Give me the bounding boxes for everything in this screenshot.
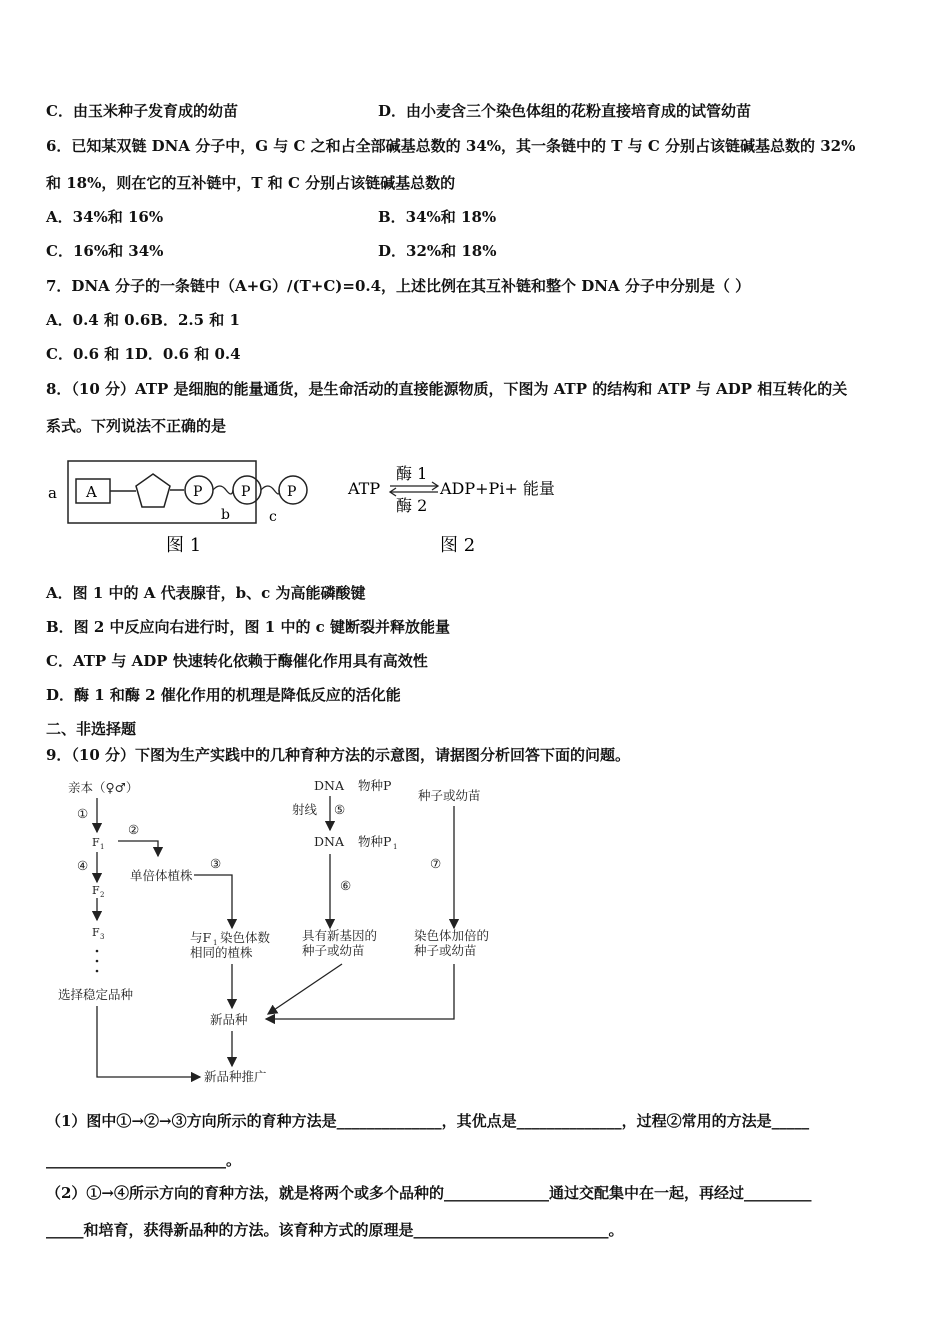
diagram-F1-sub: 1 bbox=[100, 843, 105, 851]
q8-stem-line2: 系式。下列说法不正确的是 bbox=[46, 417, 227, 435]
fig1-label-A: A bbox=[86, 483, 97, 501]
q8-stem-line1: 8．（10 分）ATP 是细胞的能量通货，是生命活动的直接能源物质，下图为 ATP 的结构和 ATP 与 ADP 相互转化的关 bbox=[46, 380, 848, 398]
q6-option-d: D．32%和 18% bbox=[378, 242, 497, 260]
fig2-products: ADP+Pi+ 能量 bbox=[440, 479, 555, 498]
diagram-select-stable: 选择稳定品种 bbox=[58, 987, 134, 1002]
q8-option-a: A．图 1 中的 A 代表腺苷，b、c 为高能磷酸键 bbox=[46, 584, 366, 602]
diagram-dna2: DNA bbox=[314, 834, 344, 849]
fig1-label-b: b bbox=[221, 507, 230, 523]
q6-option-a: A．34%和 16% bbox=[46, 208, 164, 226]
q5-option-d: D．由小麦含三个染色体组的花粉直接培育成的试管幼苗 bbox=[378, 102, 752, 120]
diagram-new-variety: 新品种 bbox=[210, 1012, 248, 1027]
diagram-same-sub: 1 bbox=[213, 939, 218, 947]
diagram-F3: F bbox=[92, 926, 100, 939]
diagram-speciesP: 物种P bbox=[358, 778, 392, 793]
q9-sub1-cont: ________________________。 bbox=[46, 1151, 242, 1169]
diagram-F2-sub: 2 bbox=[100, 891, 105, 899]
q8-option-d: D．酶 1 和酶 2 催化作用的机理是降低反应的活化能 bbox=[46, 686, 401, 704]
section-heading: 二、非选择题 bbox=[46, 720, 137, 738]
q8-option-c: C．ATP 与 ADP 快速转化依赖于酶催化作用具有高效性 bbox=[46, 652, 428, 670]
fig2-caption: 图 2 bbox=[440, 535, 476, 556]
diagram-step4: ④ bbox=[77, 858, 89, 873]
q6-stem-line1: 6．已知某双链 DNA 分子中，G 与 C 之和占全部碱基总数的 34%，其一条链中的 T 与 C 分别占该链碱基总数的 32% bbox=[46, 137, 856, 155]
q7-options-cd: C．0.6 和 1D．0.6 和 0.4 bbox=[46, 345, 241, 363]
diagram-newgene-line2: 种子或幼苗 bbox=[302, 943, 365, 958]
diagram-F2: F bbox=[92, 884, 100, 897]
diagram-same-line1b: 染色体数 bbox=[220, 930, 271, 945]
fig1-label-a: a bbox=[48, 484, 57, 502]
fig2-enzyme1: 酶 1 bbox=[396, 464, 428, 483]
fig1-label-P3: P bbox=[287, 484, 297, 500]
diagram-seed: 种子或幼苗 bbox=[418, 788, 481, 803]
q8-figures bbox=[40, 452, 580, 562]
diagram-step7: ⑦ bbox=[430, 856, 442, 871]
q6-stem-line2: 和 18%，则在它的互补链中，T 和 C 分别占该链碱基总数的 bbox=[46, 174, 456, 192]
diagram-haploid: 单倍体植株 bbox=[130, 868, 193, 883]
diagram-newgene-line1: 具有新基因的 bbox=[302, 928, 378, 943]
diagram-same-line1: 与F bbox=[190, 930, 212, 945]
diagram-step2: ② bbox=[128, 822, 140, 837]
diagram-speciesP1-sub: 1 bbox=[393, 843, 398, 851]
q7-stem: 7．DNA 分子的一条链中（A+G）/(T+C)=0.4，上述比例在其互补链和整个 DNA 分子中分别是（ ） bbox=[46, 277, 751, 295]
fig1-label-P2: P bbox=[241, 484, 251, 500]
diagram-same-line2: 相同的植株 bbox=[190, 945, 253, 960]
q9-sub2: （2）①→④所示方向的育种方法，就是将两个或多个品种的______________通过交配集中在一起，再经过_________ bbox=[46, 1184, 812, 1202]
q6-option-b: B．34%和 18% bbox=[378, 208, 497, 226]
diagram-ray: 射线 bbox=[292, 802, 318, 817]
q9-breeding-diagram bbox=[40, 770, 520, 1090]
fig1-bond-b bbox=[213, 486, 233, 494]
q8-option-b: B．图 2 中反应向右进行时，图 1 中的 c 键断裂并释放能量 bbox=[46, 618, 451, 636]
diagram-step1: ① bbox=[77, 806, 89, 821]
diagram-step5: ⑤ bbox=[334, 802, 346, 817]
diagram-speciesP1: 物种P bbox=[358, 834, 392, 849]
diagram-promote: 新品种推广 bbox=[204, 1069, 267, 1084]
fig2-atp: ATP bbox=[348, 479, 381, 498]
q7-options-ab: A．0.4 和 0.6B．2.5 和 1 bbox=[46, 311, 240, 329]
q5-option-c: C．由玉米种子发育成的幼苗 bbox=[46, 102, 238, 120]
diagram-doubled-line1: 染色体加倍的 bbox=[414, 928, 490, 943]
diagram-doubled-line2: 种子或幼苗 bbox=[414, 943, 477, 958]
diagram-step3: ③ bbox=[210, 856, 222, 871]
diagram-dna1: DNA bbox=[314, 778, 344, 793]
diagram-step6: ⑥ bbox=[340, 878, 352, 893]
q9-sub1: （1）图中①→②→③方向所示的育种方法是______________，其优点是______________，过程②常用的方法是_____ bbox=[46, 1112, 810, 1130]
fig2-enzyme2: 酶 2 bbox=[396, 496, 428, 515]
fig1-label-c: c bbox=[269, 509, 277, 525]
fig1-caption: 图 1 bbox=[166, 535, 202, 556]
q9-sub2-cont: _____和培育，获得新品种的方法。该育种方式的原理是__________________________。 bbox=[46, 1221, 624, 1239]
fig1-bond-c bbox=[261, 486, 279, 494]
fig1-label-P1: P bbox=[193, 484, 203, 500]
diagram-F3-sub: 3 bbox=[100, 933, 105, 941]
diagram-F1: F bbox=[92, 836, 100, 849]
diagram-parents: 亲本（♀♂） bbox=[68, 780, 139, 795]
q6-option-c: C．16%和 34% bbox=[46, 242, 164, 260]
q9-stem: 9．（10 分）下图为生产实践中的几种育种方法的示意图，请据图分析回答下面的问题。 bbox=[46, 746, 631, 764]
fig1-ribose-pentagon bbox=[136, 474, 170, 507]
